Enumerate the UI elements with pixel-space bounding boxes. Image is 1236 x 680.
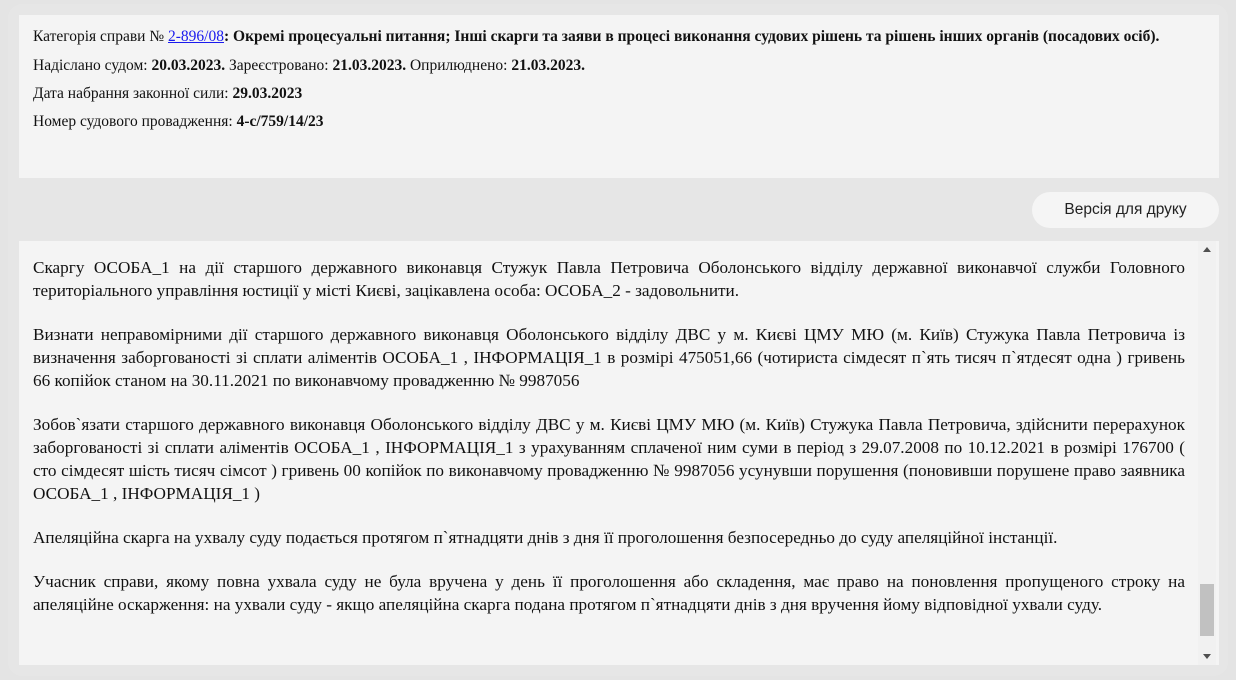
document-paragraph: Учасник справи, якому повна ухвала суду не була вручена у день її проголошення або складення, має право на поновлення пропущеного строку на апеляційне оскарження: на ухвали суду - якщо апеляційна скарга подана протягом п`ятнадцяти днів з дня вручення йому відповідної ухвали суду. <box>33 572 1185 614</box>
document-paragraph: Апеляційна скарга на ухвалу суду подається протягом п`ятнадцяти днів з дня її проголошення безпосередньо до суду апеляційної інстанції. <box>33 528 1058 547</box>
published-date: 21.03.2023. <box>511 57 585 74</box>
proceeding-label: Номер судового провадження: <box>33 113 237 130</box>
case-info-panel <box>19 15 1219 178</box>
registered-label: Зареєстровано: <box>225 57 333 74</box>
effective-label: Дата набрання законної сили: <box>33 85 233 102</box>
document-text-area <box>19 241 1219 665</box>
sent-label: Надіслано судом: <box>33 57 152 74</box>
print-version-button[interactable]: Версія для друку <box>1032 192 1219 228</box>
scroll-up-arrow-icon[interactable] <box>1198 241 1216 258</box>
document-paragraph: Зобов`язати старшого державного виконавця Оболонського відділу ДВС у м. Києві ЦМУ МЮ (м. Київ) Стужука Павла Петровича, здійснити перерахунок заборгованості зі сплати аліментів ОСОБА_1 , ІНФОРМАЦІЯ_1 з урахуванням сплаченої ним суми в період з 29.07.2008 по 10.12.2021 в розмірі 176700 ( сто сімдесят шість тисяч сімсот ) гривень 00 копійок по виконавчому провадженню № 9987056 усунувши порушення (поновивши порушене право заявника ОСОБА_1 , ІНФОРМАЦІЯ_1 ) <box>33 415 1185 503</box>
published-label: Оприлюднено: <box>406 57 512 74</box>
effective-date-line <box>33 80 1205 108</box>
registered-date: 21.03.2023. <box>332 57 407 74</box>
document-paragraph: Визнати неправомірними дії старшого державного виконавця Оболонського відділу ДВС у м. Києві ЦМУ МЮ (м. Київ) Стужука Павла Петровича із визначення заборгованості зі сплати аліментів ОСОБА_1 , ІНФОРМАЦІЯ_1 в розмірі 475051,66 (чотириста сімдесят п`ять тисяч п`ятдесят одна ) гривень 66 копійок станом на 30.11.2021 по виконавчому провадженню № 9987056 <box>33 325 1185 390</box>
vertical-scrollbar[interactable] <box>1198 241 1216 665</box>
effective-date: 29.03.2023 <box>232 85 303 102</box>
document-body <box>33 256 1185 637</box>
case-number-link[interactable]: 2-896/08 <box>168 28 224 45</box>
proceeding-number-line <box>33 108 1205 136</box>
scrollbar-thumb[interactable] <box>1200 584 1214 636</box>
case-category-line <box>33 24 1205 50</box>
proceeding-number: 4-с/759/14/23 <box>236 113 324 130</box>
document-paragraph: Скаргу ОСОБА_1 на дії старшого державного виконавця Стужук Павла Петровича Оболонського відділу державної виконавчої служби Головного територіального управління юстиції у місті Києві, зацікавлена особа: ОСОБА_2 - задовольнити. <box>33 258 1185 300</box>
sent-date: 20.03.2023. <box>151 57 226 74</box>
case-category-label: Категорія справи № <box>33 28 169 45</box>
case-dates-line <box>33 52 1205 80</box>
scroll-down-arrow-icon[interactable] <box>1198 648 1216 665</box>
case-category-text: : Окремі процесуальні питання; Інші скарги та заяви в процесі виконання судових рішень та рішень інших органів (посадових осіб). <box>223 28 1160 45</box>
